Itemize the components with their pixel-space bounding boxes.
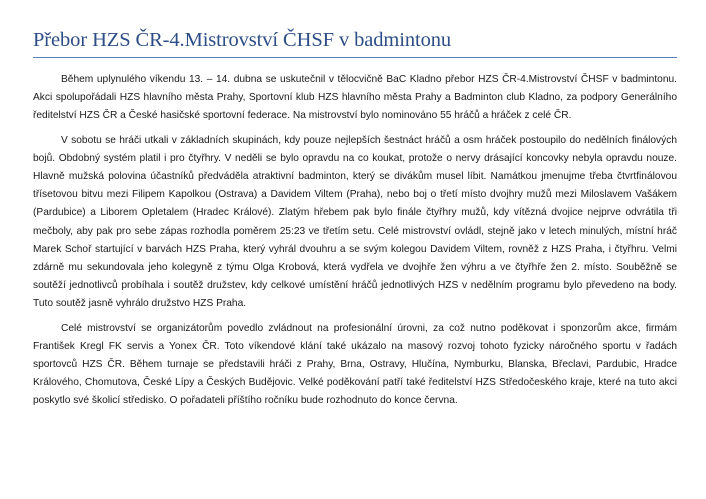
paragraph-competition: V sobotu se hráči utkali v základních skupinách, kdy pouze nejlepších šestnáct hráčů a osm hráček postoupilo do nedělních finálových bojů. Obdobný systém platil i pro čtyřhry. V neděli se bylo opravdu na co koukat, protože o nervy drásající koncovky nebyla opravdu nouze. Hlavně mužská polovina účastníků předváděla atraktivní badminton, který se divákům musel líbit. Namátkou jmenujme třeba čtvrtfinálovou třísetovou bitvu mezi Filipem Kapolkou (Ostrava) a Davidem Viltem (Praha), nebo boj o třetí místo dvojhry mužů mezi Miloslavem Vašákem (Pardubice) a Liborem Opletalem (Hradec Králové). Zlatým hřebem pak bylo finále čtyřhry mužů, kdy vítězná dvojice nejprve odvrátila tři mečboly, aby pak pro sebe zápas rozhodla poměrem 25:23 ve třetím setu. Celé mistrovství ovládl, stejně jako v letech minulých, místní hráč Marek Schoř startující v barvách HZS Praha, který vyhrál dvouhru a se svým kolegou Davidem Viltem, rovněž z HZS Praha, i čtyřhru. Velmi zdárně mu sekundovala jeho kolegyně z týmu Olga Krobová, která vydřela ve dvojhře žen výhru a ve čtyřhře žen 2. místo. Souběžně se soutěží jednotlivců probíhala i soutěž družstev, kdy celkové umístění hráčů jednotlivých HZS v nedělním programu bylo převedeno na body. Tuto soutěž jasně vyhrálo družstvo HZS Praha.: [33, 134, 677, 310]
paragraph-intro: Během uplynulého víkendu 13. – 14. dubna se uskutečnil v tělocvičně BaC Kladno přebor HZS ČR-4.Mistrovství ČHSF v badmintonu. Akci spolupořádali HZS hlavního města Prahy, Sportovní klub HZS hlavního města Prahy a Badminton club Kladno, za podpory Generálního ředitelství HZS ČR a České hasičské sportovní federace. Na mistrovství bylo nominováno 55 hráčů a hráček z celé ČR.: [33, 74, 677, 122]
title-underline: [33, 57, 677, 58]
document-title: Přebor HZS ČR-4.Mistrovství ČHSF v badmintonu: [33, 29, 452, 51]
article-body: [33, 71, 677, 417]
paragraph-thanks: Celé mistrovství se organizátorům povedlo zvládnout na profesionální úrovni, za což nutno poděkovat i sponzorům akce, firmám František Kregl FK servis a Yonex ČR. Toto víkendové klání také ukázalo na masový rozvoj tohoto fyzicky náročného sportu v řadách sportovců HZS ČR. Během turnaje se představili hráči z Prahy, Brna, Ostravy, Hlučína, Nymburku, Blanska, Břeclavi, Pardubic, Hradce Králového, Chomutova, České Lípy a Českých Budějovic. Velké poděkování patří také ředitelství HZS Středočeského kraje, které na tuto akci poskytlo své školicí středisko. O pořadateli příštího ročníku bude rozhodnuto do konce června.: [33, 322, 677, 407]
